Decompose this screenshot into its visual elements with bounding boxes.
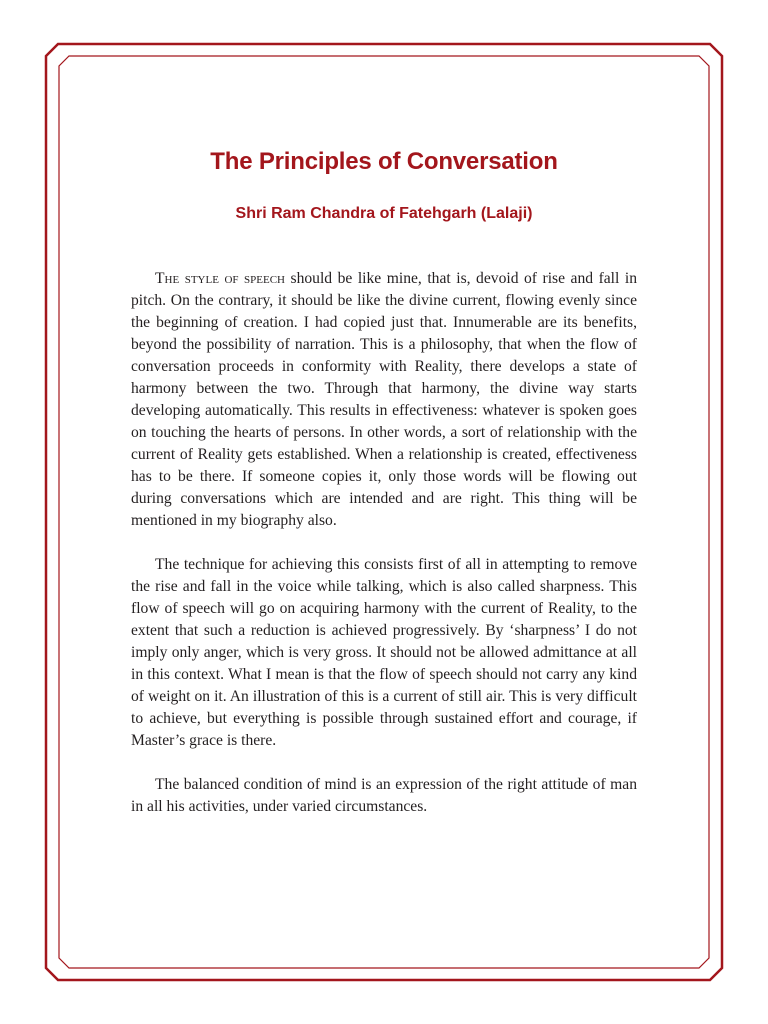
paragraph-1-text: should be like mine, that is, devoid of rise and fall in pitch. On the contrary, it should be like the divine current, flowing evenly since the beginning of creation. I had copied just that. Innumerable are its benefits, beyond the possibility of narration. This is a philosophy, that when the flow of conversation proceeds in conformity with Reality, there develops a state of harmony between the two. Through that harmony, the divine way starts developing automatically. This results in effectiveness: whatever is spoken goes on touching the hearts of persons. In other words, a sort of relationship with the current of Reality gets established. When a relationship is created, effectiveness has to be there. If someone copies it, only those words will be flowing out during conversations which are intended and are right. This thing will be mentioned in my biography also. (131, 270, 637, 529)
paragraph-lead-in: The style of speech (155, 270, 285, 287)
article-body (131, 268, 637, 840)
paragraph-1 (131, 268, 637, 532)
paragraph-3: The balanced condition of mind is an expression of the right attitude of man in all his activities, under varied circumstances. (131, 776, 637, 815)
author-line: Shri Ram Chandra of Fatehgarh (Lalaji) (235, 205, 533, 222)
paragraph-2: The technique for achieving this consists first of all in attempting to remove the rise and fall in the voice while talking, which is also called sharpness. This flow of speech will go on acquiring harmony with the current of Reality, to the extent that such a reduction is achieved progressively. By ‘sharpness’ I do not imply only anger, which is very gross. It should not be allowed admittance at all in this context. What I mean is that the flow of speech should not carry any kind of weight on it. An illustration of this is a current of still air. This is very difficult to achieve, but everything is possible through sustained effort and courage, if Master’s grace is there. (131, 556, 637, 749)
page-title: The Principles of Conversation (210, 148, 558, 175)
